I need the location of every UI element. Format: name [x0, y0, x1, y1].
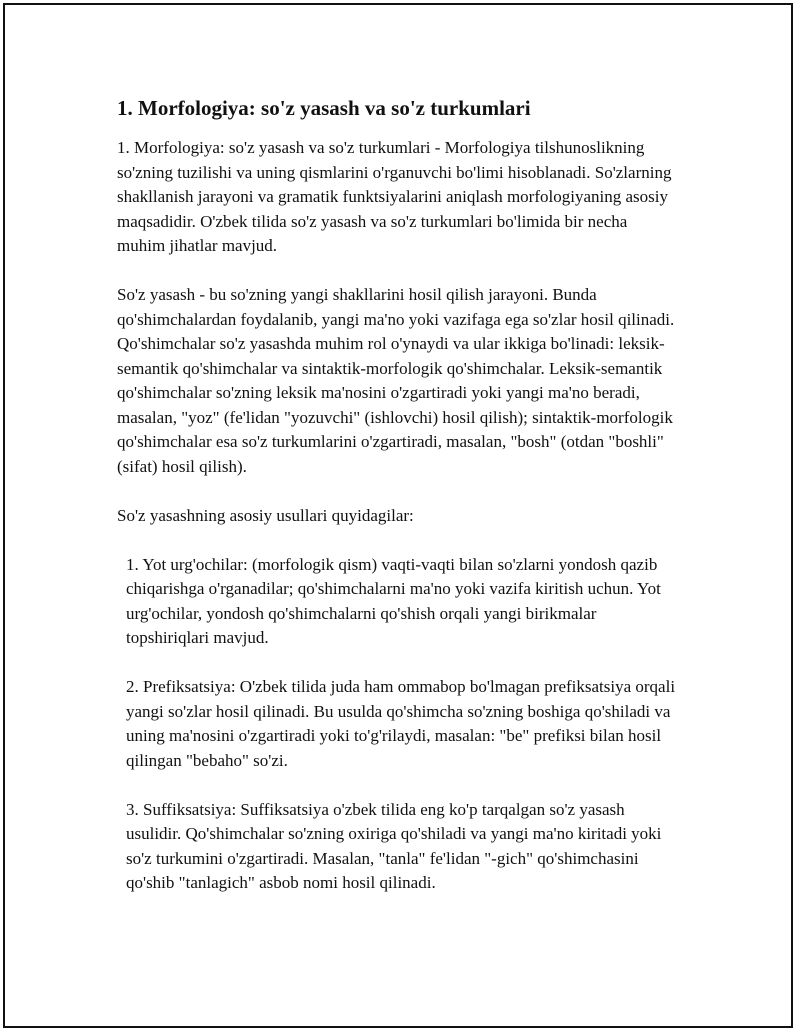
list-item-method-2: 2. Prefiksatsiya: O'zbek tilida juda ham ommabop bo'lmagan prefiksatsiya orqali yangi so'zlar hosil qilinadi. Bu usulda qo'shimcha so'zning boshiga qo'shiladi va uning ma'nosini o'zgartiradi yoki to'g'rilaydi, masalan: "be" prefiksi bilan hosil qilingan "bebaho" so'zi.: [126, 677, 676, 770]
paragraph-gap: [117, 528, 677, 553]
list-item-method-1: 1. Yot urg'ochilar: (morfologik qism) vaqti-vaqti bilan so'zlarni yondosh qazib chiqarishga o'rganadilar; qo'shimchalarni ma'no yoki vazifa kiritish uchun. Yot urg'ochilar, yondosh qo'shimchalarni qo'shish orqali yangi birikmalar topshiriqlari mavjud.: [126, 554, 661, 647]
document-body: [117, 94, 677, 896]
document-title: 1. Morfologiya: so'z yasash va so'z turkumlari: [117, 96, 531, 120]
paragraph-methods-intro: So'z yasashning asosiy usullari quyidagilar:: [117, 505, 414, 525]
paragraph-word-formation: So'z yasash - bu so'zning yangi shakllarini hosil qilish jarayoni. Bunda qo'shimchalardan foydalanib, yangi ma'no yoki vazifaga ega so'zlar hosil qilinadi. Qo'shimchalar so'z yasashda muhim rol o'ynaydi va ular ikkiga bo'linadi: leksik-semantik qo'shimchalar va sintaktik-morfologik qo'shimchalar. Leksik-semantik qo'shimchalar so'zning leksik ma'nosini o'zgartiradi yoki yangi ma'no beradi, masalan, "yoz" (fe'lidan "yozuvchi" (ishlovchi) hosil qilish); sintaktik-morfologik qo'shimchalar esa so'z turkumlarini o'zgartiradi, masalan, "bosh" (otdan "boshli" (sifat) hosil qilish).: [117, 285, 675, 476]
paragraph-gap: [117, 651, 677, 676]
paragraph-gap: [117, 479, 677, 504]
paragraph-intro: 1. Morfologiya: so'z yasash va so'z turkumlari - Morfologiya tilshunoslikning so'zning tuzilishi va uning qismlarini o'rganuvchi bo'limi hisoblanadi. So'zlarning shakllanish jarayoni va gramatik funktsiyalarini aniqlash morfologiyaning asosiy maqsadidir. O'zbek tilida so'z yasash va so'z turkumlari bo'limida bir necha muhim jihatlar mavjud.: [117, 138, 672, 255]
paragraph-gap: [117, 773, 677, 798]
paragraph-gap: [117, 259, 677, 284]
list-item-method-3: 3. Suffiksatsiya: Suffiksatsiya o'zbek tilida eng ko'p tarqalgan so'z yasash usulidir. Qo'shimchalar so'zning oxiriga qo'shiladi va yangi ma'no kiritadi yoki so'z turkumini o'zgartiradi. Masalan, "tanla" fe'lidan "-gich" qo'shimchasini qo'shib "tanlagich" asbob nomi hosil qilinadi.: [126, 799, 662, 892]
